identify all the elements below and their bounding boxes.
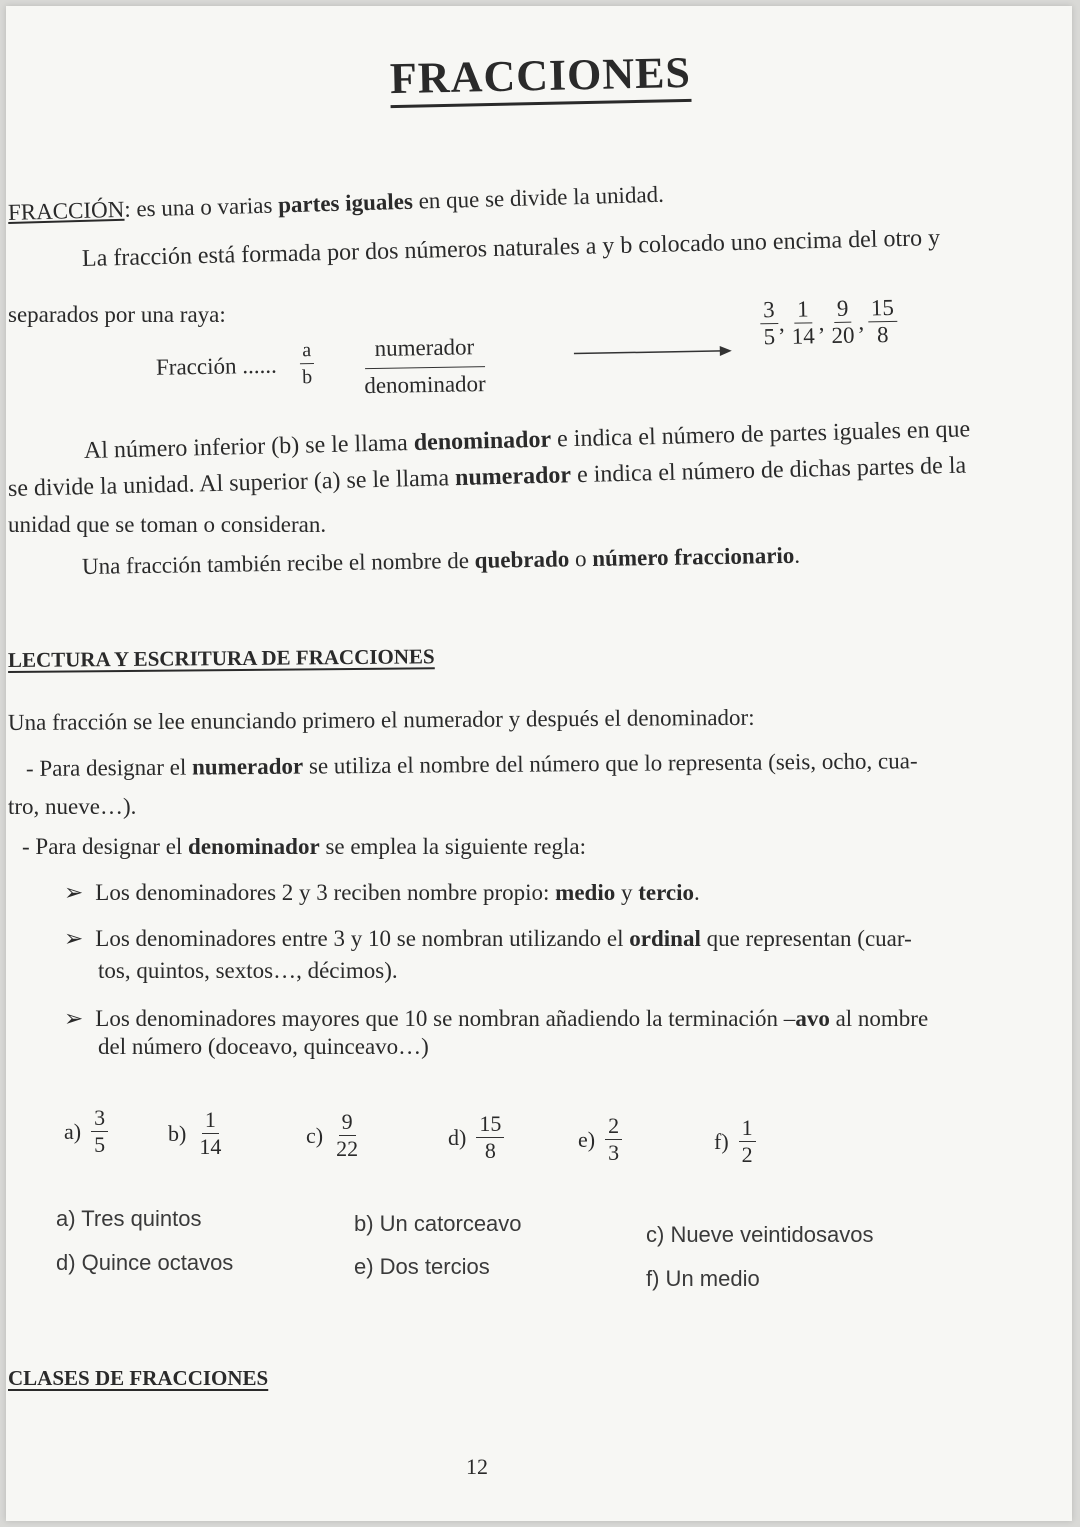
answer-c: c) Nueve veintidosavos (646, 1222, 874, 1247)
exercise-item (306, 1110, 361, 1161)
explanation-bold-quebrado: quebrado (474, 546, 570, 573)
reading-numerator-line-2: tro, nueve…). (8, 794, 137, 819)
explanation-text: e indica el número de dichas partes de la (570, 452, 967, 489)
answer-f: f) Un medio (646, 1266, 760, 1291)
formation-line-1: La fracción está formada por dos números naturales a y b colocado uno encima del otro y (81, 225, 941, 272)
bullet-arrow-icon: ➢ (64, 880, 84, 905)
example-fraction (828, 297, 858, 348)
answer-d: d) Quince octavos (56, 1250, 234, 1275)
numerator: 15 (476, 1112, 504, 1138)
comma-separator: , (858, 308, 865, 335)
page-title: FRACCIONES (389, 47, 691, 108)
exercise-label: e) (578, 1126, 596, 1152)
fraction-diagram (155, 294, 936, 411)
exercise-fraction (91, 1106, 108, 1157)
bullet-arrow-icon: ➢ (64, 926, 84, 951)
denominator: 8 (484, 1138, 496, 1163)
section-heading-clases: CLASES DE FRACCIONES (8, 1366, 269, 1390)
numerator: 15 (868, 296, 897, 323)
explanation-line-3: unidad que se toman o consideran. (8, 512, 327, 537)
reading-bold-numerador: numerador (191, 753, 304, 780)
answer-b: b) Un catorceavo (354, 1211, 522, 1236)
bullet-bold: tercio (638, 880, 694, 905)
bullet-item-2-cont: tos, quintos, sextos…, décimos). (98, 958, 398, 983)
exercise-item (714, 1116, 756, 1167)
exercise-item (448, 1112, 504, 1163)
example-fraction (760, 298, 778, 349)
exercise-fraction (739, 1116, 756, 1167)
reading-bold-denominador: denominador (188, 834, 320, 859)
answer-e: e) Dos tercios (354, 1254, 490, 1279)
denominator: 5 (94, 1132, 106, 1157)
exercise-label: a) (64, 1118, 82, 1144)
exercise-fraction (333, 1110, 361, 1161)
denominator: 8 (876, 322, 889, 348)
definition-text: : es una o varias (123, 192, 279, 222)
reading-numerator-line (26, 746, 918, 784)
numerator: 9 (834, 297, 852, 323)
bullet-text: Los denominadores mayores que 10 se nombran añadiendo la terminación – (95, 1006, 796, 1031)
numerator: 1 (739, 1116, 756, 1142)
bullet-item-2 (64, 924, 912, 954)
denominator-symbol: b (302, 366, 313, 389)
bullet-item-3-cont: del número (doceavo, quinceavo…) (98, 1034, 429, 1059)
explanation-bold-numero-fraccionario: número fraccionario (592, 542, 795, 571)
numerator: 1 (794, 297, 812, 323)
comma-separator: , (778, 310, 785, 336)
exercise-label: d) (448, 1124, 467, 1150)
diagram-word-fraction (360, 331, 489, 402)
explanation-bold-numerador: numerador (454, 462, 572, 492)
definition-term: FRACCIÓN (7, 196, 125, 225)
bullet-text: y (615, 880, 639, 905)
explanation-bold-denominador: denominador (413, 426, 552, 456)
explanation-text: se divide la unidad. Al superior (a) se le llama (7, 465, 456, 502)
bullet-item-1 (64, 878, 700, 908)
reading-text: - Para designar el (25, 754, 193, 781)
explanation-text: . (794, 542, 801, 568)
denominator-word: denominador (364, 371, 486, 399)
numerator-word: numerador (364, 331, 484, 369)
denominator: 20 (831, 322, 855, 349)
comma-separator: , (818, 309, 825, 335)
bullet-bold: ordinal (629, 926, 701, 951)
reading-denominator-line (22, 832, 586, 862)
document-page (6, 6, 1072, 1521)
example-fraction (868, 296, 898, 347)
example-fraction (788, 297, 818, 348)
bullet-text: al nombre (829, 1006, 929, 1031)
definition-bold: partes iguales (277, 188, 414, 218)
numerator: 2 (605, 1114, 622, 1140)
section-heading-lectura: LECTURA Y ESCRITURA DE FRACCIONES (7, 644, 435, 672)
bullet-text: Los denominadores 2 y 3 reciben nombre propio: (95, 880, 556, 905)
exercise-label: f) (714, 1128, 729, 1154)
explanation-text: Al número inferior (b) se le llama (83, 429, 415, 464)
bullet-text: Los denominadores entre 3 y 10 se nombran utilizando el (95, 926, 630, 951)
numerator-symbol: a (299, 338, 314, 364)
diagram-symbolic-fraction (299, 338, 316, 389)
bullet-bold: medio (555, 880, 616, 905)
numerator: 1 (202, 1108, 219, 1134)
exercise-label: c) (306, 1122, 324, 1148)
exercise-fractions (6, 1106, 1072, 1176)
exercise-item (168, 1108, 224, 1159)
bullet-item-3 (64, 1004, 928, 1034)
reading-intro: Una fracción se lee enunciando primero el numerador y después el denominador: (7, 704, 755, 735)
page-number: 12 (466, 1454, 488, 1479)
explanation-text: e indica el número de partes iguales en que (550, 416, 971, 453)
explanation-text: o (569, 545, 593, 572)
explanation-text: Una fracción también recibe el nombre de (81, 547, 475, 579)
example-fractions (760, 296, 898, 349)
reading-text: se emplea la siguiente regla: (319, 834, 586, 859)
numerator: 9 (339, 1110, 356, 1136)
diagram-label: Fracción ...... (155, 352, 277, 380)
formation-line-2: separados por una raya: (8, 302, 226, 327)
exercise-fraction (476, 1112, 504, 1163)
exercise-fraction (605, 1114, 622, 1165)
denominator: 2 (741, 1142, 753, 1167)
answer-a: a) Tres quintos (56, 1206, 202, 1231)
denominator: 14 (199, 1134, 222, 1159)
reading-text: - Para designar el (22, 834, 189, 859)
exercise-item (578, 1114, 622, 1165)
definition-line (8, 180, 665, 228)
bullet-arrow-icon: ➢ (64, 1006, 84, 1031)
bullet-text: que representan (cuar- (700, 926, 912, 951)
denominator: 3 (608, 1140, 620, 1165)
denominator: 22 (336, 1136, 359, 1161)
numerator: 3 (760, 298, 778, 324)
bullet-bold: avo (795, 1006, 830, 1031)
bullet-text: . (694, 880, 700, 905)
explanation-line-4 (82, 541, 801, 582)
denominator: 5 (763, 324, 776, 350)
arrow-icon (574, 343, 734, 362)
definition-text-end: en que se divide la unidad. (412, 181, 665, 214)
exercise-label: b) (168, 1120, 187, 1146)
denominator: 14 (791, 323, 816, 349)
reading-text: se utiliza el nombre del número que lo representa (seis, ocho, cua- (303, 748, 918, 779)
exercise-item (64, 1106, 108, 1157)
numerator: 3 (91, 1106, 108, 1132)
exercise-fraction (196, 1108, 224, 1159)
